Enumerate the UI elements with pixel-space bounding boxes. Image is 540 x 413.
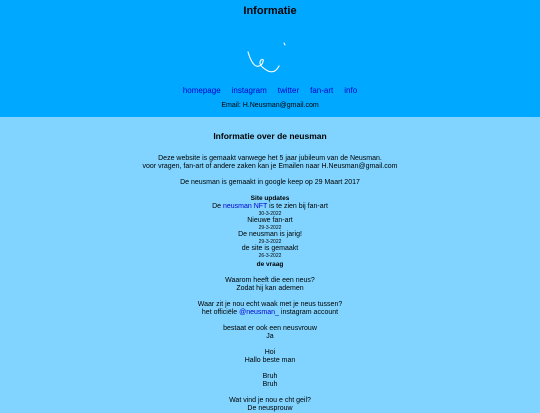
update-date: 26-3-2022 bbox=[258, 253, 282, 259]
neusman-logo-icon bbox=[244, 38, 294, 76]
update-item: Nieuwe fan-art bbox=[247, 217, 293, 224]
question: bestaat er ook een neusvrouw bbox=[223, 325, 317, 332]
answer: Ja bbox=[266, 333, 274, 340]
main-nav bbox=[0, 86, 540, 95]
nft-link[interactable]: neusman NFT bbox=[222, 203, 268, 210]
nav-link-fan-art[interactable]: fan-art bbox=[310, 86, 334, 95]
answer: Zodat hij kan ademen bbox=[236, 285, 304, 292]
page-title: Informatie bbox=[243, 5, 297, 17]
answer-text: instagram account bbox=[278, 309, 339, 316]
answer bbox=[0, 309, 540, 317]
answer: De neusprouw bbox=[247, 405, 293, 412]
nav-link-instagram[interactable]: instagram bbox=[231, 86, 267, 95]
nav-link-homepage[interactable]: homepage bbox=[182, 86, 221, 95]
nav-link-twitter[interactable]: twitter bbox=[277, 86, 300, 95]
content-heading: Informatie over de neusman bbox=[213, 131, 327, 141]
site-updates-title: Site updates bbox=[250, 195, 290, 202]
main-content bbox=[0, 117, 540, 413]
created-line: De neusman is gemaakt in google keep op 29 Maart 2017 bbox=[180, 179, 360, 186]
nav-link-info[interactable]: info bbox=[344, 86, 358, 95]
vraag-title: de vraag bbox=[256, 261, 284, 268]
update-item bbox=[0, 203, 540, 211]
update-date: 29-3-2022 bbox=[258, 239, 282, 245]
update-text: is te zien bij fan-art bbox=[267, 203, 328, 210]
answer: Bruh bbox=[262, 381, 278, 388]
answer: Hallo beste man bbox=[244, 357, 296, 364]
update-text: De bbox=[212, 203, 223, 210]
intro-line-2: voor vragen, fan-art of andere zaken kan je Emailen naar H.Neusman@gmail.com bbox=[142, 163, 398, 170]
update-date: 29-3-2022 bbox=[258, 225, 282, 231]
question: Waar zit je nou echt waak met je neus tussen? bbox=[197, 301, 343, 308]
question: Wat vind je nou e cht geil? bbox=[229, 397, 311, 404]
question: Waarom heeft die een neus? bbox=[225, 277, 315, 284]
question: Bruh bbox=[262, 373, 278, 380]
update-date: 30-3-2022 bbox=[258, 211, 282, 217]
update-item: De neusman is jarig! bbox=[238, 231, 302, 238]
header-email: Email: H.Neusman@gmail.com bbox=[221, 102, 319, 109]
intro-line-1: Deze website is gemaakt vanwege het 5 jaar jubileum van de Neusman. bbox=[158, 155, 382, 162]
site-header bbox=[0, 0, 540, 117]
update-item: de site is gemaakt bbox=[241, 245, 299, 252]
instagram-link[interactable]: @neusman_ bbox=[239, 309, 279, 316]
question: Hoi bbox=[264, 349, 276, 356]
answer-text: het officiële bbox=[201, 309, 240, 316]
